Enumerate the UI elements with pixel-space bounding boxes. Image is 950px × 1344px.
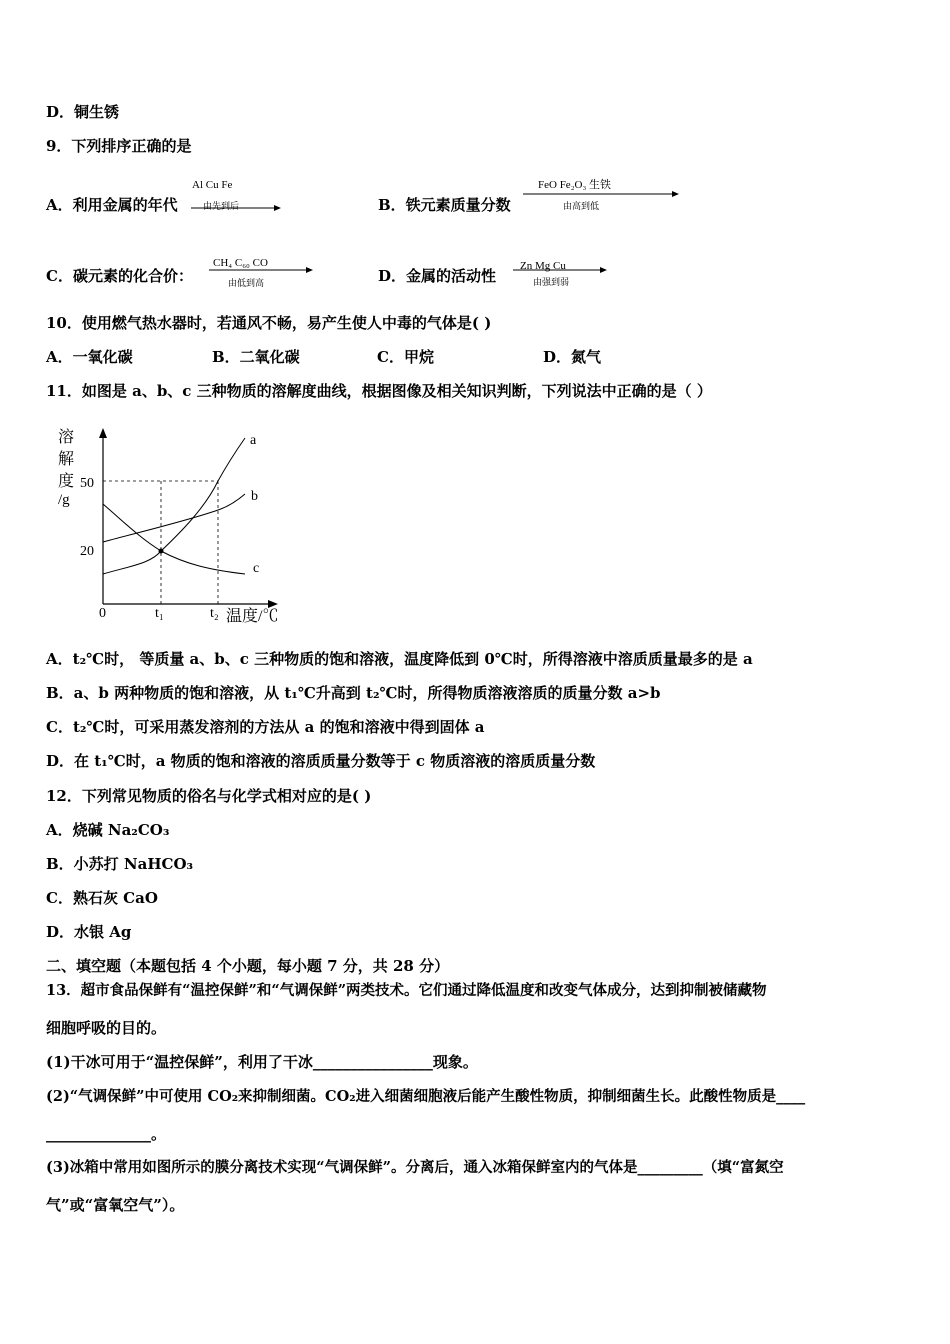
curve-b: [103, 494, 245, 542]
q9-option-b-sequence: FeO Fe₂O₃ 生铁: [538, 179, 612, 191]
q12-option-d: D．水银 Ag: [46, 923, 132, 941]
q9-option-a-direction: 由先到后: [203, 202, 240, 212]
q13-part-3-line-1: (3)冰箱中常用如图所示的膜分离技术实现“气调保鲜”。分离后，通入冰箱保鲜室内的气体是_________（填“富氮空: [46, 1159, 784, 1176]
curve-c: [103, 504, 245, 574]
q9-option-a-sequence: Al Cu Fe: [192, 179, 233, 191]
q10-option-d: D．氮气: [543, 348, 602, 366]
q9-option-a-label: A．利用金属的年代: [46, 196, 178, 214]
chart-xtick-t2: t₂: [210, 606, 219, 621]
curve-a-label: a: [250, 433, 257, 448]
chart-ylabel-3: 度: [58, 473, 75, 490]
q10-option-c: C．甲烷: [377, 348, 434, 366]
q13-part-2-line-2: ______________。: [46, 1125, 167, 1143]
q9-option-d-label: D．金属的活动性: [378, 267, 497, 285]
section-2-heading: 二、填空题（本题包括 4 个小题，每小题 7 分，共 28 分）: [46, 957, 450, 975]
chart-ytick-50: 50: [80, 476, 94, 491]
q13-part-2-line-1: (2)“气调保鲜”中可使用 CO₂来抑制细菌。CO₂进入细菌细胞液后能产生酸性物质，抑制细菌生长。此酸性物质是____: [46, 1088, 806, 1105]
chart-ylabel-2: 解: [58, 451, 75, 468]
q13-line-2: 细胞呼吸的目的。: [46, 1019, 167, 1037]
chart-xtick-t1: t₁: [155, 606, 164, 621]
q9-option-d-arrow-icon: [512, 266, 608, 276]
chart-origin: 0: [99, 606, 106, 621]
chart-y-axis-arrow-icon: [99, 428, 107, 438]
q9-option-b-direction: 由高到低: [563, 202, 600, 212]
q12-stem: 12．下列常见物质的俗名与化学式相对应的是( ): [46, 787, 372, 805]
q12-option-a: A．烧碱 Na₂CO₃: [46, 821, 170, 839]
chart-ylabel-1: 溶: [58, 429, 75, 446]
q11-option-d: D．在 t₁℃时，a 物质的饱和溶液的溶质质量分数等于 c 物质溶液的溶质质量分数: [46, 752, 596, 770]
chart-xlabel: 温度/℃: [226, 608, 279, 625]
q13-part-3-line-2: 气”或“富氧空气”）。: [46, 1196, 185, 1214]
q9-option-d-direction: 由强到弱: [533, 278, 570, 288]
solubility-chart: [40, 418, 300, 630]
q9-option-c-arrow-icon: [208, 266, 314, 276]
curve-b-label: b: [251, 489, 258, 504]
q8-option-d: D．铜生锈: [46, 103, 120, 121]
q9-option-a-arrow-icon: [190, 204, 282, 214]
q9-option-c-direction: 由低到高: [228, 279, 265, 289]
q9-option-c-label: C．碳元素的化合价：: [46, 267, 193, 285]
q10-stem: 10．使用燃气热水器时，若通风不畅，易产生使人中毒的气体是( ): [46, 314, 492, 332]
q11-option-b: B．a、b 两种物质的饱和溶液，从 t₁℃升高到 t₂℃时，所得物质溶液溶质的质量分数 a>b: [46, 684, 661, 702]
q9-option-b-label: B．铁元素质量分数: [378, 196, 511, 214]
q9-option-b-arrow-icon: [522, 190, 680, 200]
q11-option-c: C．t₂℃时，可采用蒸发溶剂的方法从 a 的饱和溶液中得到固体 a: [46, 718, 485, 736]
q12-option-c: C．熟石灰 CaO: [46, 889, 158, 907]
chart-ylabel-4: /g: [58, 492, 70, 508]
q10-option-a: A．一氧化碳: [46, 348, 133, 366]
chart-x-axis-arrow-icon: [268, 600, 278, 608]
q9-option-d-sequence: Zn Mg Cu: [520, 260, 566, 272]
chart-ytick-20: 20: [80, 544, 94, 559]
q13-part-1: (1)干冰可用于“温控保鲜”，利用了干冰________________现象。: [46, 1053, 478, 1071]
q9-option-c-sequence: CH₄ C₆₀ CO: [213, 257, 268, 269]
chart-intersection-point: [159, 549, 164, 554]
q12-option-b: B．小苏打 NaHCO₃: [46, 855, 194, 873]
q11-option-a: A．t₂℃时， 等质量 a、b、c 三种物质的饱和溶液，温度降低到 0℃时，所得溶液中溶质质量最多的是 a: [46, 650, 753, 668]
q10-option-b: B．二氧化碳: [212, 348, 300, 366]
q9-stem: 9．下列排序正确的是: [46, 137, 192, 155]
curve-a: [103, 438, 245, 574]
q13-line-1: 13．超市食品保鲜有“温控保鲜”和“气调保鲜”两类技术。它们通过降低温度和改变气体成分，达到抑制被储藏物: [46, 982, 767, 999]
q11-stem: 11．如图是 a、b、c 三种物质的溶解度曲线，根据图像及相关知识判断，下列说法中正确的是（ ）: [46, 382, 712, 400]
curve-c-label: c: [253, 561, 260, 576]
